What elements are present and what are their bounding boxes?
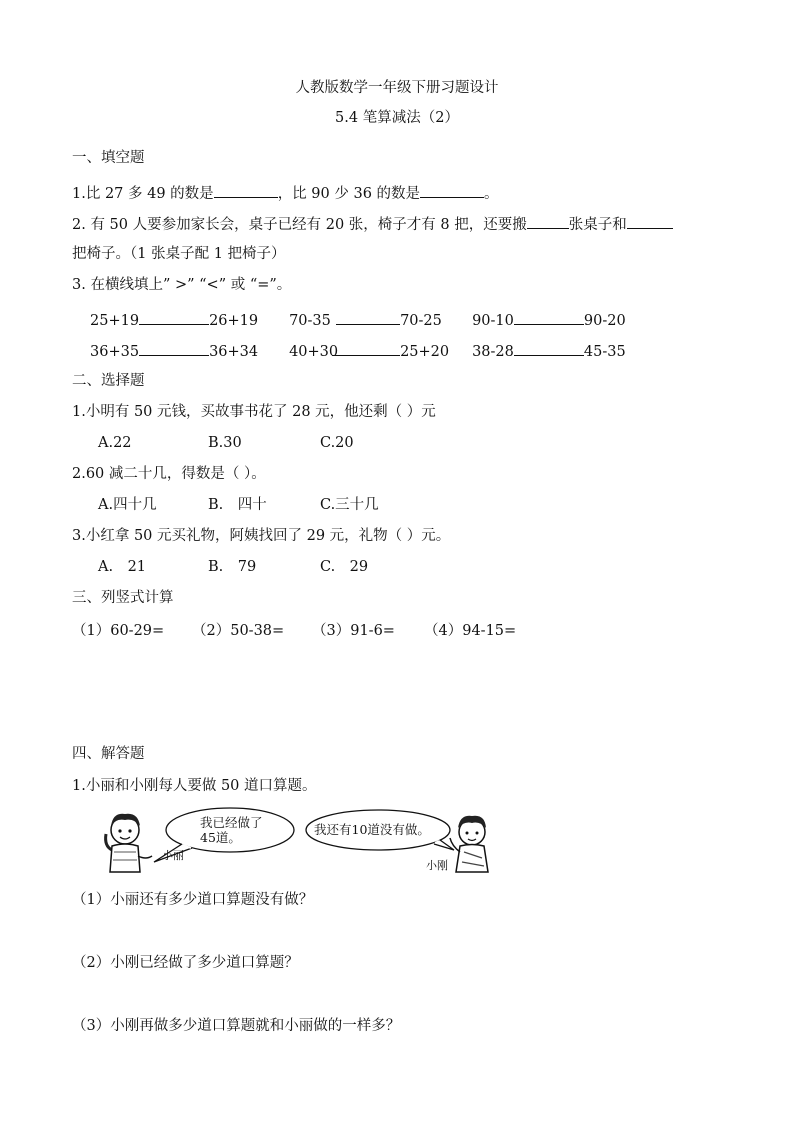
section-choice-heading: 二、选择题 (72, 373, 145, 389)
answer-blank[interactable] (420, 182, 484, 198)
compare-expr: 70-35 (289, 313, 331, 329)
fill-q1-text-a: 1.比 27 多 49 的数是 (72, 186, 214, 202)
compare-expr: 40+30 (289, 344, 339, 360)
choice-q3-options (98, 557, 368, 577)
option-b[interactable]: B. 四十 (208, 497, 267, 513)
choice-question-2: 2.60 减二十几，得数是（ ）。 (72, 466, 266, 482)
answer-sub-question-2: （2）小刚已经做了多少道口算题？ (72, 955, 299, 971)
answer-blank[interactable] (214, 182, 278, 198)
answer-blank[interactable] (336, 309, 400, 325)
option-c[interactable]: C.三十几 (320, 497, 379, 513)
fill-q1-text-c: 。 (484, 186, 499, 202)
compare-expr: 25+20 (400, 344, 450, 360)
calc-item: （4）94-15= (424, 623, 517, 639)
choice-question-3: 3.小红拿 50 元买礼物，阿姨找回了 29 元，礼物（ ）元。 (72, 528, 451, 544)
calc-row (72, 621, 516, 641)
answer-blank[interactable] (139, 340, 209, 356)
calc-item: （3）91-6= (312, 623, 395, 639)
answer-sub-question-3: （3）小刚再做多少道口算题就和小丽做的一样多？ (72, 1018, 401, 1034)
compare-expr: 36+35 (90, 344, 140, 360)
compare-row-1 (90, 309, 626, 331)
fill-question-3: 3. 在横线填上” >” “<” 或 “=”。 (72, 277, 292, 293)
choice-q1-options (98, 433, 354, 453)
compare-row-2 (90, 340, 626, 362)
choice-question-1: 1.小明有 50 元钱，买故事书花了 28 元，他还剩（ ）元 (72, 404, 436, 420)
calc-item: （1）60-29= (72, 623, 165, 639)
name-label-right: 小刚 (426, 859, 448, 872)
cartoon-illustration (100, 806, 500, 878)
compare-expr: 45-35 (583, 344, 626, 360)
boy-figure-icon (450, 816, 488, 872)
calc-item: （2）50-38= (192, 623, 285, 639)
answer-blank[interactable] (139, 309, 209, 325)
compare-expr: 25+19 (90, 313, 140, 329)
answer-blank[interactable] (514, 340, 584, 356)
fill-question-2 (72, 213, 673, 235)
choice-q2-options (98, 495, 379, 515)
compare-expr: 70-25 (400, 313, 442, 329)
fill-q2-text-b: 张桌子和 (568, 217, 627, 233)
compare-expr: 90-20 (583, 313, 626, 329)
bubble-left-text-1: 我已经做了 (200, 815, 263, 830)
name-label-left: 小丽 (162, 849, 184, 862)
section-calc-heading: 三、列竖式计算 (72, 590, 174, 606)
option-c[interactable]: C. 29 (320, 559, 369, 575)
girl-figure-icon (106, 814, 152, 872)
option-a[interactable]: A.四十几 (98, 497, 157, 513)
option-c[interactable]: C.20 (320, 435, 354, 451)
compare-expr: 38-28 (472, 344, 514, 360)
option-b[interactable]: B. 79 (208, 559, 257, 575)
option-a[interactable]: A. 21 (98, 559, 147, 575)
option-a[interactable]: A.22 (98, 435, 132, 451)
fill-q2-text-a: 2. 有 50 人要参加家长会，桌子已经有 20 张，椅子才有 8 把，还要搬 (72, 217, 527, 233)
answer-blank[interactable] (332, 340, 400, 356)
answer-question-1: 1.小丽和小刚每人要做 50 道口算题。 (72, 778, 317, 794)
bubble-left-text-2: 45道。 (200, 830, 241, 845)
bubble-right-text: 我还有10道没有做。 (314, 822, 430, 837)
answer-blank[interactable] (514, 309, 584, 325)
answer-blank[interactable] (627, 213, 673, 229)
fill-question-2-line2: 把椅子。（1 张桌子配 1 把椅子） (72, 246, 286, 262)
option-b[interactable]: B.30 (208, 435, 242, 451)
section-fill-heading: 一、填空题 (72, 150, 145, 166)
answer-sub-question-1: （1）小丽还有多少道口算题没有做？ (72, 892, 314, 908)
page-subtitle: 5.4 笔算减法（2） (335, 110, 459, 126)
section-answer-heading: 四、解答题 (72, 746, 145, 762)
compare-expr: 36+34 (209, 344, 259, 360)
answer-blank[interactable] (527, 213, 569, 229)
fill-question-1 (72, 182, 499, 204)
fill-q1-text-b: ，比 90 少 36 的数是 (277, 186, 421, 202)
compare-expr: 90-10 (472, 313, 514, 329)
page-title: 人教版数学一年级下册习题设计 (295, 80, 499, 96)
compare-expr: 26+19 (209, 313, 259, 329)
